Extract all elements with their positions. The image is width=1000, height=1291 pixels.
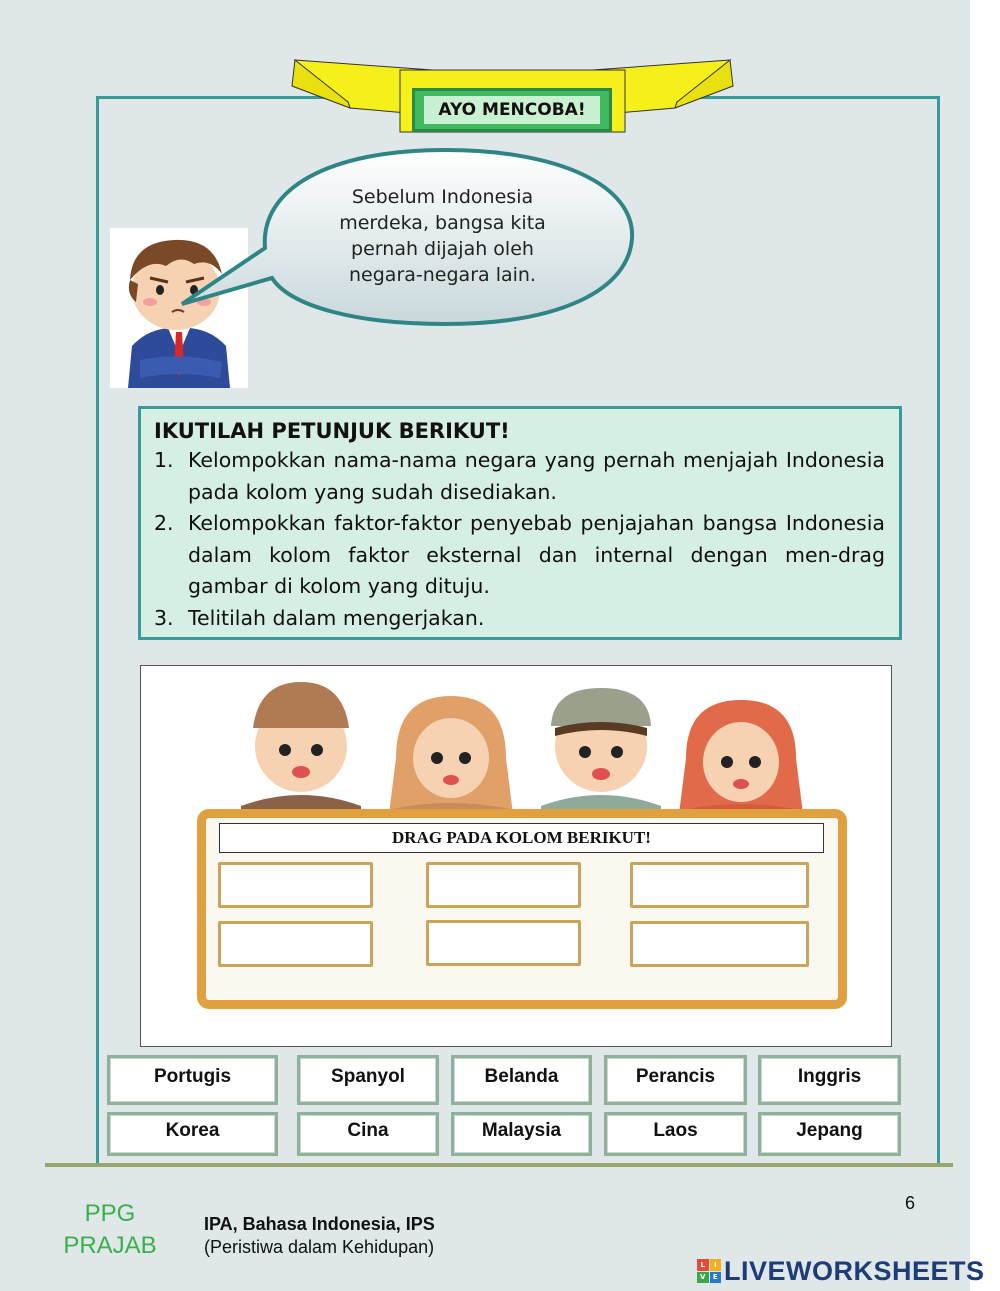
logo-letter: E [710,1272,722,1284]
instruction-text: Kelompokkan faktor-faktor penyebab penjajahan bangsa Indonesia dalam kolom faktor eksternal dan internal dengan men-drag gambar di kolom yang dituju. [188,511,885,598]
instruction-text: Telitilah dalam mengerjakan. [188,605,485,630]
liveworksheets-logo[interactable] [697,1256,985,1286]
drop-slot[interactable] [426,920,581,966]
tile-spanyol[interactable]: Spanyol [297,1055,439,1105]
bubble-line: pernah dijajah oleh [351,238,534,260]
instruction-text: Kelompokkan nama-nama negara yang pernah menjajah Indonesia pada kolom yang sudah disediakan. [188,448,885,504]
bubble-line: merdeka, bangsa kita [339,212,546,234]
tile-korea[interactable]: Korea [107,1112,278,1156]
drop-slot[interactable] [426,862,581,908]
banner-title: AYO MENCOBA! [424,96,599,124]
tile-inggris[interactable]: Inggris [758,1055,901,1105]
liveworksheets-icon [697,1259,721,1283]
tile-malaysia[interactable]: Malaysia [451,1112,592,1156]
tile-portugis[interactable]: Portugis [107,1055,278,1105]
speech-bubble-text [300,184,585,288]
tile-jepang[interactable]: Jepang [758,1112,901,1156]
instruction-item [154,508,885,603]
instructions-title: IKUTILAH PETUNJUK BERIKUT! [154,419,510,443]
activity-panel [140,665,892,1047]
logo-letter: I [710,1259,722,1271]
logo-letter: L [697,1259,709,1271]
instruction-number: 1. [154,448,174,472]
footer-divider [45,1163,953,1167]
tile-perancis[interactable]: Perancis [604,1055,747,1105]
drop-slot[interactable] [630,862,809,908]
logo-letter: V [697,1272,709,1284]
tile-belanda[interactable]: Belanda [451,1055,592,1105]
footer-subjects: IPA, Bahasa Indonesia, IPS [204,1214,435,1234]
drop-slot[interactable] [630,921,809,967]
instruction-item [154,445,885,508]
drop-slot[interactable] [218,862,373,908]
ppg-label [58,1198,162,1262]
bubble-line: Sebelum Indonesia [351,186,534,208]
banner-label [412,88,612,132]
ppg-line: PRAJAB [63,1232,157,1259]
bubble-line: negara-negara lain. [349,264,536,286]
board-title: DRAG PADA KOLOM BERIKUT! [219,823,824,853]
drop-slot[interactable] [218,921,373,967]
footer-theme: (Peristiwa dalam Kehidupan) [204,1237,435,1257]
instruction-item [154,603,885,635]
liveworksheets-brand: LIVEWORKSHEETS [724,1255,985,1286]
ppg-line: PPG [84,1200,136,1227]
page-number: 6 [905,1193,916,1213]
tile-laos[interactable]: Laos [604,1112,747,1156]
instruction-number: 2. [154,511,174,535]
instructions-list [154,445,885,634]
tile-cina[interactable]: Cina [297,1112,439,1156]
instructions-box [138,406,902,640]
instruction-number: 3. [154,605,174,630]
